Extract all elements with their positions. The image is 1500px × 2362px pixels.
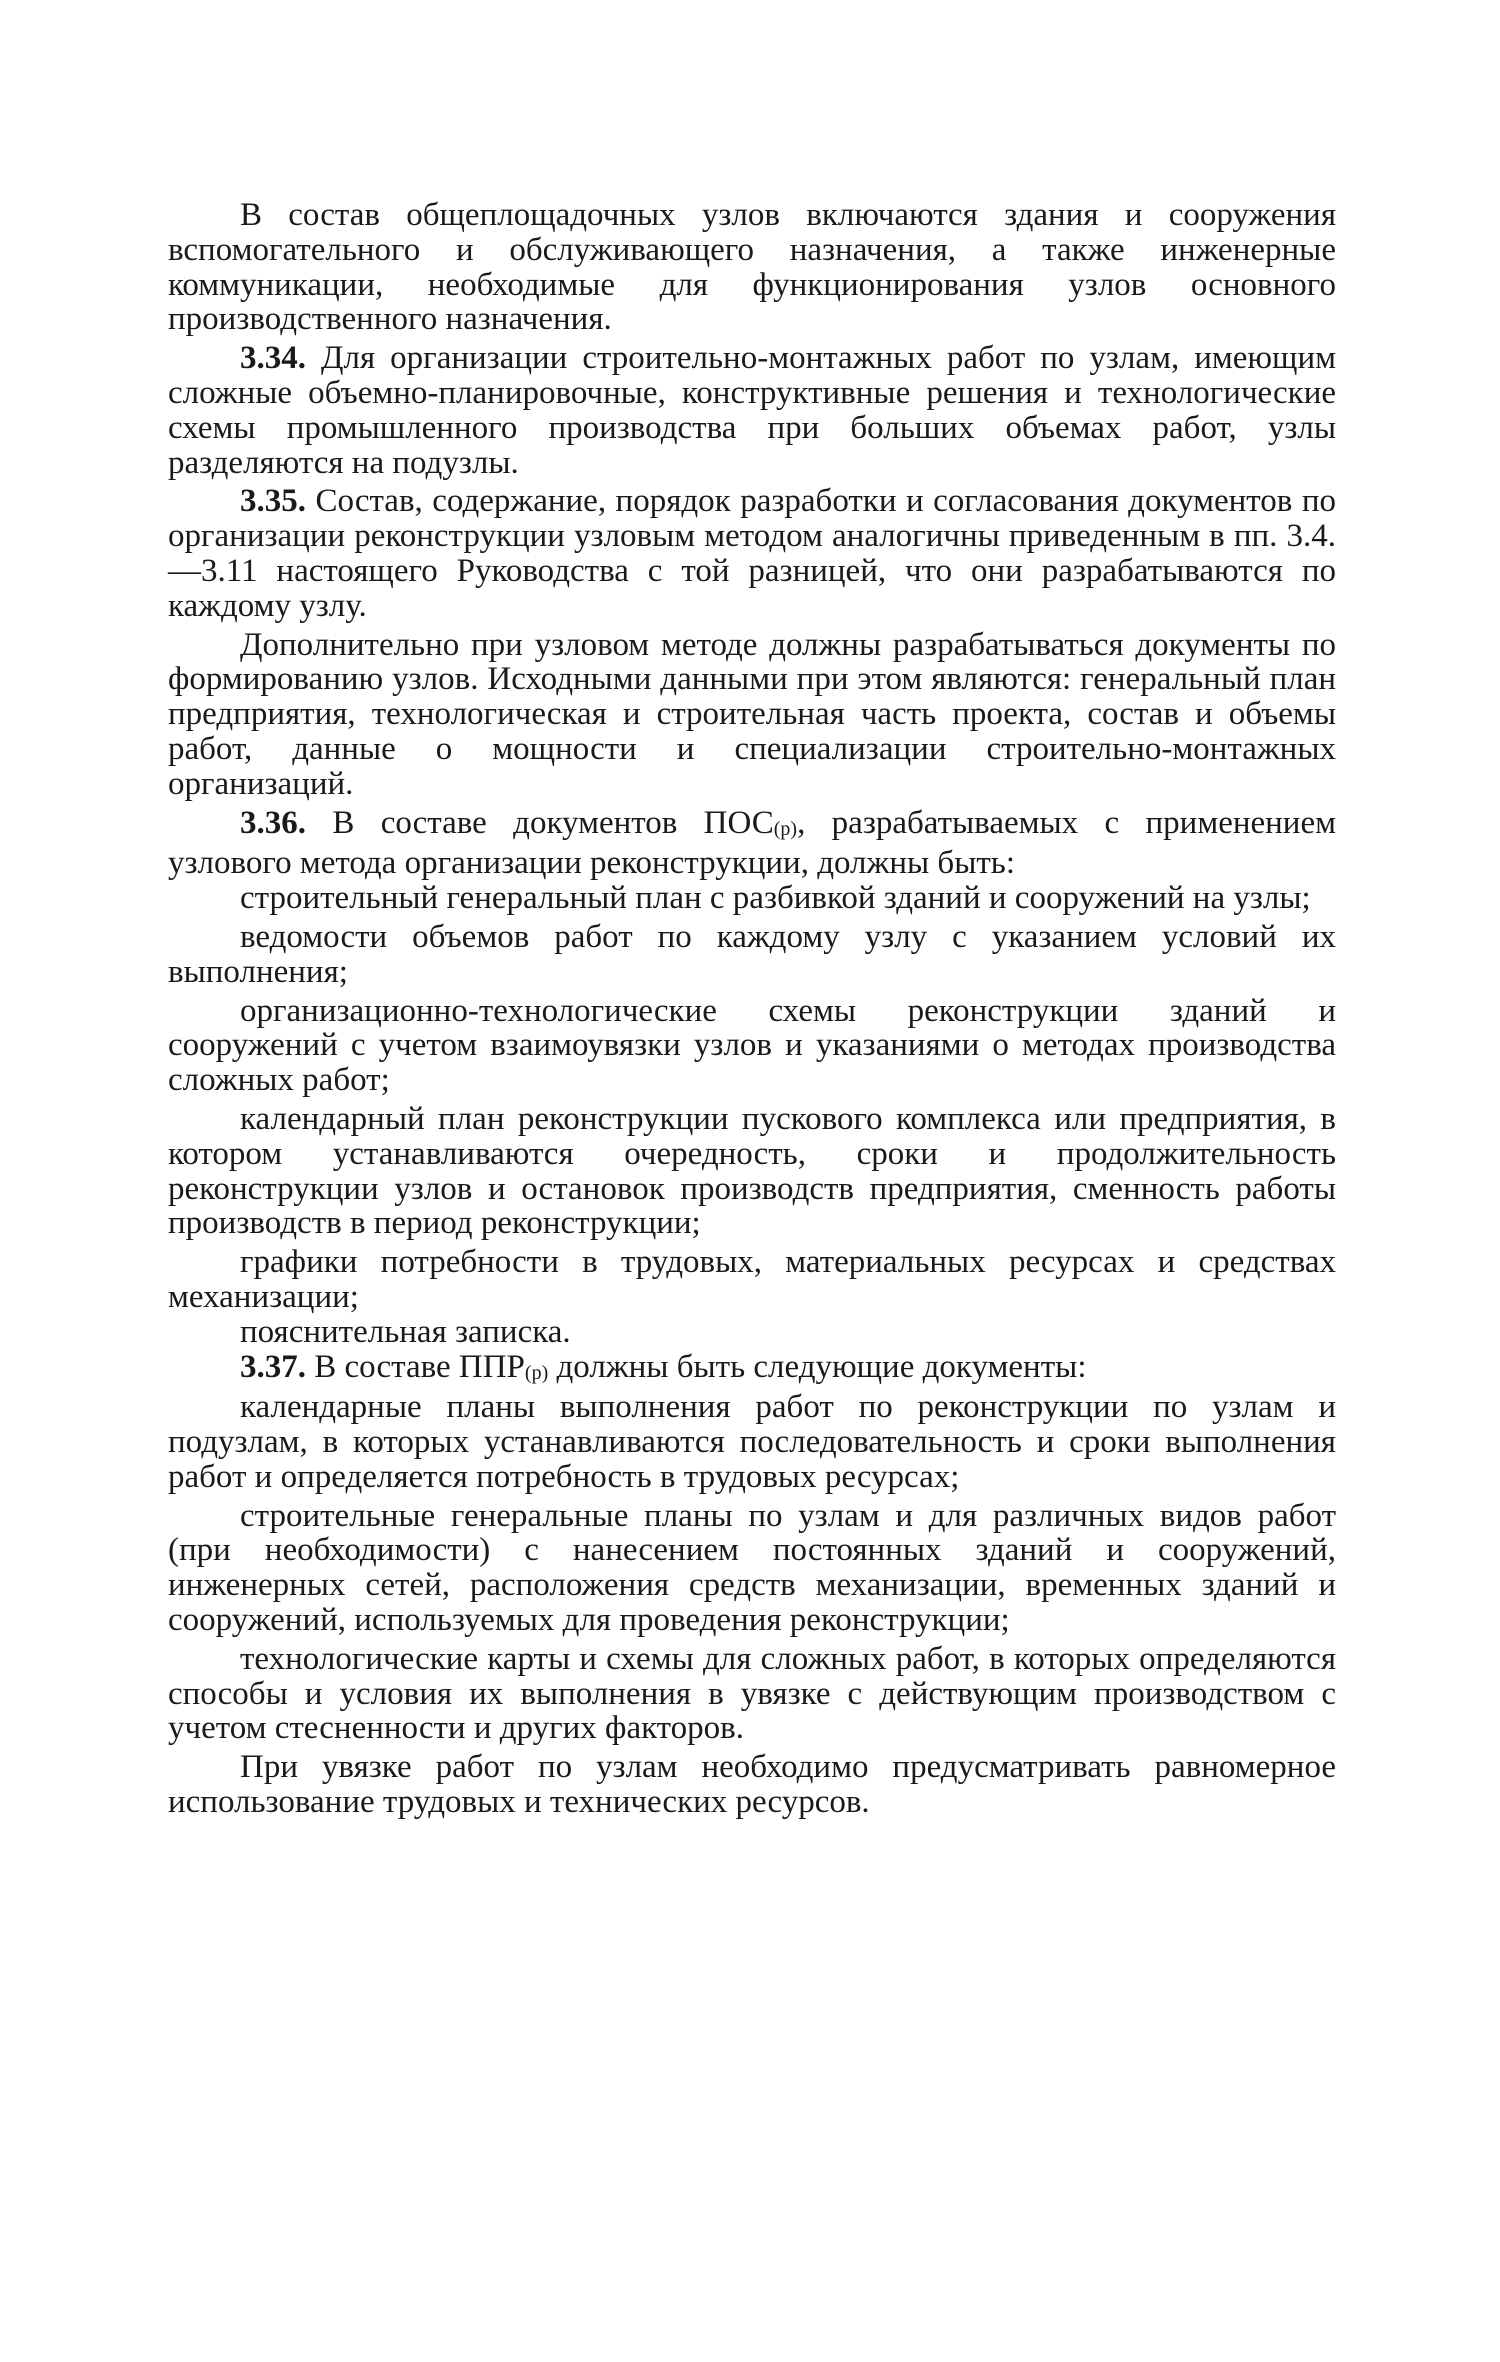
paragraph xyxy=(168,198,1336,337)
paragraph-text: календарный план реконструкции пускового комплекса или предприятия, в котором устанавливаются очередность, сроки и продолжительность реконструкции узлов и остановок производств предприятия, сменность работы производств в период реконструкции; xyxy=(168,1100,1336,1242)
paragraph-3-35 xyxy=(168,484,1336,623)
paragraph-text: Для организации строительно-монтажных работ по узлам, имеющим сложные объемно-планировочные, конструктивные решения и технологические схемы промышленного производства при больших объемах работ, узлы разделяются на подузлы. xyxy=(168,340,1336,481)
paragraph-text: строительные генеральные планы по узлам и для различных видов работ (при необходимости) с нанесением постоянных зданий и сооружений, инженерных сетей, расположения средств механизации, временных зданий и сооружений, используемых для проведения реконструкции; xyxy=(168,1497,1336,1639)
list-item xyxy=(168,1102,1336,1241)
list-item xyxy=(168,1315,1336,1350)
paragraph-text: пояснительная записка. xyxy=(240,1313,571,1350)
subscript: (р) xyxy=(524,1361,549,1384)
list-item xyxy=(168,881,1336,916)
paragraph-text: организационно-технологические схемы реконструкции зданий и сооружений с учетом взаимоувязки узлов и указаниями о методах производства сложных работ; xyxy=(168,992,1336,1099)
paragraph xyxy=(168,628,1336,802)
paragraph xyxy=(168,1750,1336,1820)
paragraph-text: Дополнительно при узловом методе должны разрабатываться документы по формированию узлов. Исходными данными при этом являются: генеральный план предприятия, технологическая и строительная часть проекта, состав и объемы работ, данные о мощности и специализации строительно-монтажных организаций. xyxy=(168,626,1336,802)
paragraph-text: должны быть следующие документы: xyxy=(548,1348,1087,1385)
clause-number: 3.35. xyxy=(240,483,306,520)
paragraph-3-34 xyxy=(168,341,1336,480)
document-page xyxy=(168,198,1336,1820)
list-item xyxy=(168,1499,1336,1638)
paragraph-text: В составе ППР xyxy=(314,1348,525,1385)
paragraph-text: В состав общеплощадочных узлов включаются здания и сооружения вспомогательного и обслуживающего назначения, а также инженерные коммуникации, необходимые для функционирования узлов основного производственного назначения. xyxy=(168,197,1336,338)
list-item xyxy=(168,1642,1336,1746)
paragraph-text: строительный генеральный план с разбивкой зданий и сооружений на узлы; xyxy=(240,880,1311,917)
paragraph-text: ведомости объемов работ по каждому узлу с указанием условий их выполнения; xyxy=(168,918,1336,990)
paragraph-text: Состав, содержание, порядок разработки и согласования документов по организации реконструкции узловым методом аналогичны приведенным в пп. 3.4.—3.11 настоящего Руководства с той разницей, что они разрабатываются по каждому узлу. xyxy=(168,483,1337,624)
subscript: (р) xyxy=(773,817,798,840)
list-item xyxy=(168,1245,1336,1315)
paragraph-3-36 xyxy=(168,806,1336,882)
list-item xyxy=(168,1390,1336,1494)
clause-number: 3.37. xyxy=(240,1348,306,1385)
clause-number: 3.36. xyxy=(240,804,306,841)
paragraph-text: , разрабатываемых с применением узлового метода организации реконструкции, должны быть: xyxy=(168,804,1337,882)
list-item xyxy=(168,994,1336,1098)
list-item xyxy=(168,920,1336,990)
paragraph-text: графики потребности в трудовых, материальных ресурсах и средствах механизации; xyxy=(168,1244,1336,1315)
paragraph-text: технологические карты и схемы для сложных работ, в которых определяются способы и условия их выполнения в увязке с действующим производством с учетом стесненности и других факторов. xyxy=(168,1640,1336,1747)
paragraph-text: В составе документов ПОС xyxy=(332,804,774,841)
paragraph-text: календарные планы выполнения работ по реконструкции по узлам и подузлам, в которых устанавливаются последовательность и сроки выполнения работ и определяется потребность в трудовых ресурсах; xyxy=(168,1389,1336,1495)
paragraph-3-37 xyxy=(168,1350,1336,1391)
clause-number: 3.34. xyxy=(240,340,306,377)
paragraph-text: При увязке работ по узлам необходимо предусматривать равномерное использование трудовых и технических ресурсов. xyxy=(168,1749,1336,1821)
